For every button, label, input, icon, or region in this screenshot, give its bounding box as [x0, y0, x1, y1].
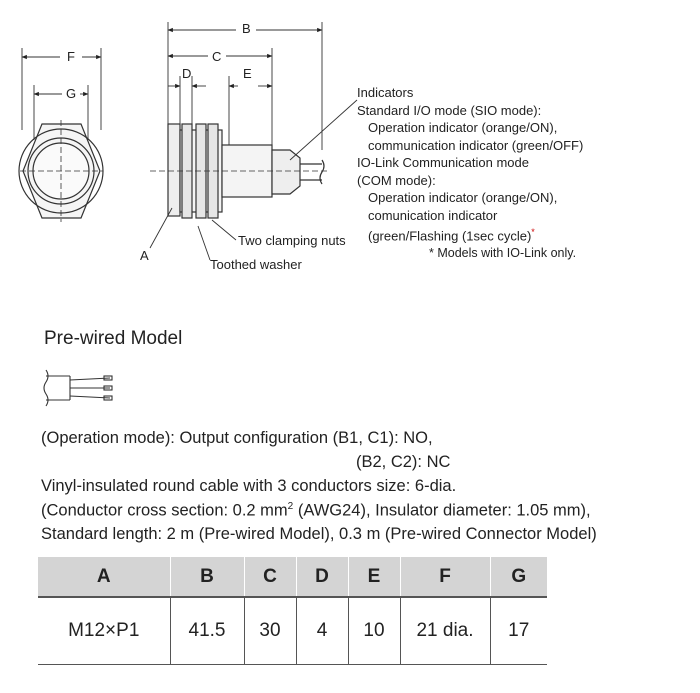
dimension-table	[38, 557, 547, 665]
cell-f: 21 dia.	[400, 597, 490, 665]
sio-line-1: Operation indicator (orange/ON),	[368, 120, 558, 135]
front-view	[19, 120, 103, 222]
dimension-d	[168, 76, 206, 124]
com-mode-1: IO-Link Communication mode	[357, 155, 529, 170]
dim-label-c: C	[212, 49, 222, 64]
dim-label-e: E	[243, 66, 252, 81]
desc-line-3: Vinyl-insulated round cable with 3 conductors size: 6-dia.	[41, 477, 457, 495]
desc-line-5: Standard length: 2 m (Pre-wired Model), 0.3 m (Pre-wired Connector Model)	[41, 525, 597, 543]
com-line-1: Operation indicator (orange/ON),	[368, 190, 558, 205]
dim-label-d: D	[182, 66, 192, 81]
com-line-3: (green/Flashing (1sec cycle)*	[368, 227, 535, 244]
cell-c: 30	[244, 597, 296, 665]
dim-label-f: F	[67, 49, 75, 64]
indicators-title: Indicators	[357, 85, 414, 100]
cell-e: 10	[348, 597, 400, 665]
header-d: D	[296, 557, 348, 597]
com-mode-2: (COM mode):	[357, 172, 436, 188]
callout-two-clamping-nuts: Two clamping nuts	[238, 233, 346, 248]
table-header-row	[38, 557, 547, 597]
header-e: E	[348, 557, 400, 597]
desc-line-4: (Conductor cross section: 0.2 $mm^2$ (AWG24), Insulator diameter: 1.05 mm),	[41, 501, 591, 520]
indicators-footnote: * Models with IO-Link only.	[429, 245, 577, 260]
header-c: C	[244, 557, 296, 597]
cell-a: M12×P1	[38, 597, 170, 665]
desc-line-1: (Operation mode): Output configuration (B1, C1): NO,	[41, 429, 433, 447]
sensor-dimension-drawing	[0, 0, 700, 280]
side-view	[150, 124, 330, 218]
header-a: A	[38, 557, 170, 597]
table-row	[38, 597, 547, 665]
section-heading: Pre-wired Model	[44, 328, 183, 349]
indicators-block	[357, 84, 583, 262]
cell-g: 17	[490, 597, 547, 665]
pre-wired-cable-icon	[40, 366, 120, 410]
dim-label-g: G	[66, 86, 77, 101]
callout-toothed-washer: Toothed washer	[210, 257, 302, 272]
com-line-2: comunication indicator	[368, 207, 498, 223]
desc-line-2: (B2, C2): NC	[356, 453, 451, 471]
sio-line-2: communication indicator (green/OFF)	[368, 137, 584, 153]
sio-mode: Standard I/O mode (SIO mode):	[357, 102, 542, 118]
header-f: F	[400, 557, 490, 597]
asterisk-mark: *	[531, 227, 535, 237]
dim-label-a: A	[140, 248, 149, 263]
cell-b: 41.5	[170, 597, 244, 665]
header-g: G	[490, 557, 547, 597]
dimension-e	[229, 76, 272, 145]
dim-label-b: B	[242, 21, 251, 36]
cell-d: 4	[296, 597, 348, 665]
header-b: B	[170, 557, 244, 597]
